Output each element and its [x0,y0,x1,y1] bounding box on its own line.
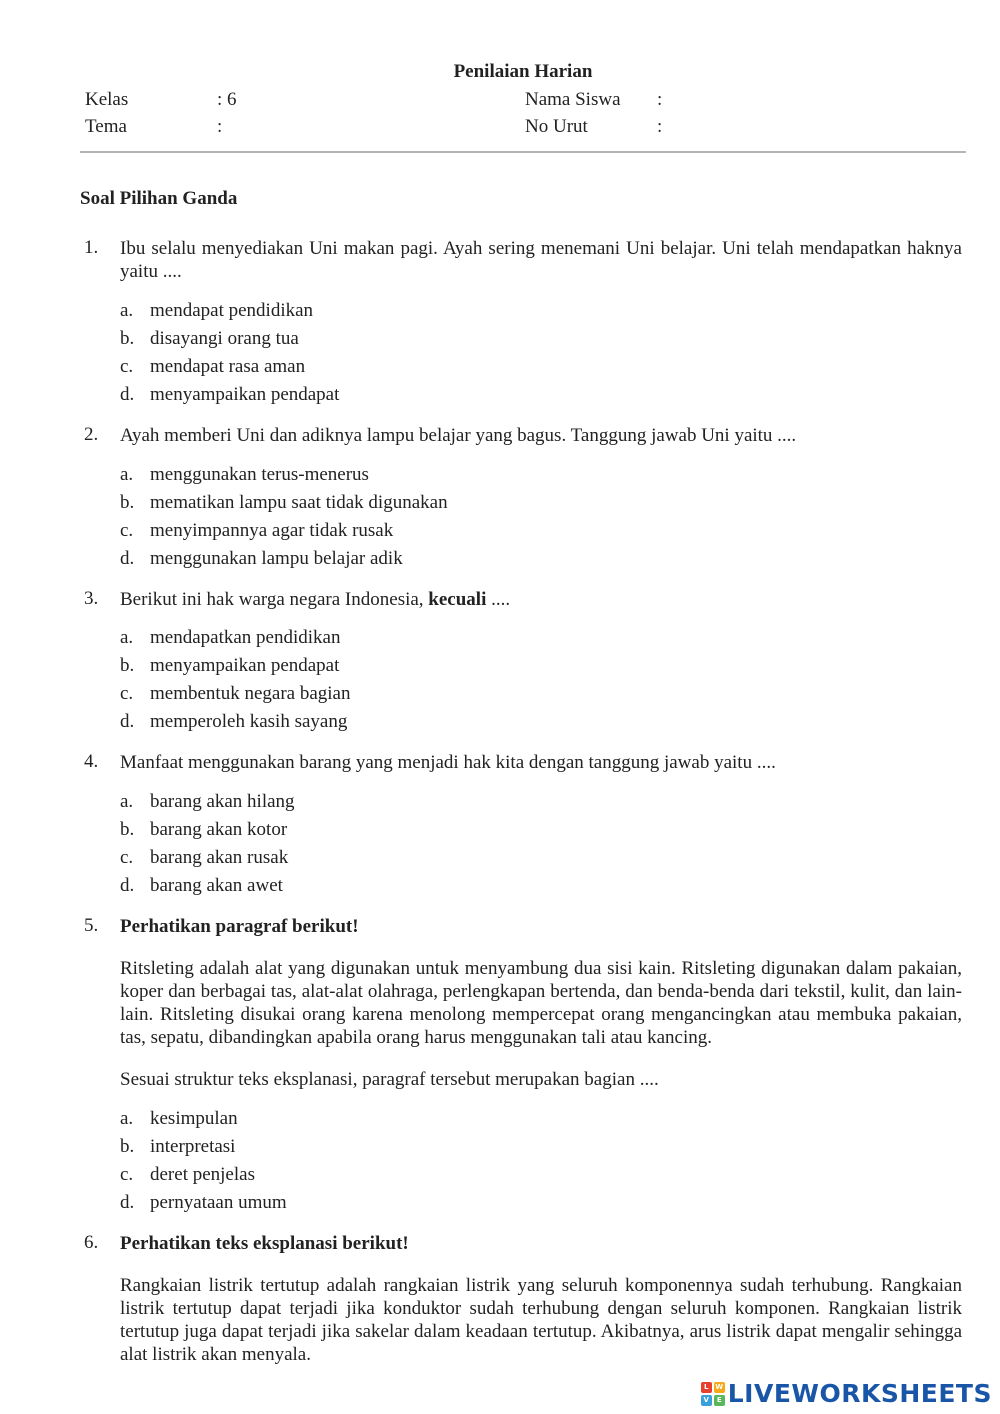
tema-label: Tema [85,116,127,137]
header-divider [80,151,966,153]
option-letter: a. [120,791,134,812]
question-heading: Perhatikan teks eksplanasi berikut! [120,1233,409,1254]
logo-mark-letter: L [701,1382,712,1393]
question-text: Ibu selalu menyediakan Uni makan pagi. Ayah sering menemani Uni belajar. Uni telah mendapatkan haknya yaitu .... [120,238,962,282]
option-letter: d. [120,1192,135,1213]
option-text: barang akan awet [150,875,283,896]
option-letter: b. [120,492,135,513]
option-letter: a. [120,1108,134,1129]
question-paragraph: Ritsleting adalah alat yang digunakan untuk menyambung dua sisi kain. Ritsleting digunakan dalam pakaian, koper dan berbagai tas, alat-alat olahraga, perlengkapan bertenda, dan benda-benda dari tekstil, kulit, dan lain-lain. Ritsleting disukai orang karena menolong mempercepat orang mengancingkan atau membuka pakaian, tas, sepatu, dibandingkan apabila orang harus menggunakan tali atau kancing. [120,958,962,1048]
option-text: barang akan rusak [150,847,289,868]
option-letter: a. [120,300,134,321]
option-letter: b. [120,819,135,840]
option-text: menyampaikan pendapat [150,655,340,676]
option-text: deret penjelas [150,1164,255,1185]
no-urut-label: No Urut [525,116,588,137]
option-letter: a. [120,627,134,648]
question-text-part: Berikut ini hak warga negara Indonesia, [120,589,429,610]
question-number: 6. [84,1232,99,1253]
question-text-part: .... [486,589,511,610]
section-title: Soal Pilihan Ganda [80,188,238,209]
option-letter: c. [120,356,134,377]
option-text: mematikan lampu saat tidak digunakan [150,492,448,513]
liveworksheets-logo-text: LIVEWORKSHEETS [727,1379,992,1408]
option-text: pernyataan umum [150,1192,287,1213]
option-letter: b. [120,328,135,349]
option-text: menyimpannya agar tidak rusak [150,520,394,541]
liveworksheets-logo-icon [701,1382,725,1406]
option-letter: d. [120,384,135,405]
question-number: 1. [84,237,99,258]
option-text: kesimpulan [150,1108,238,1129]
question-number: 4. [84,751,99,772]
option-text: memperoleh kasih sayang [150,711,348,732]
option-letter: d. [120,548,135,569]
page-title: Penilaian Harian [453,61,593,82]
question-number: 2. [84,424,99,445]
kelas-value: : 6 [217,89,237,110]
option-letter: b. [120,655,135,676]
option-letter: c. [120,847,134,868]
option-letter: c. [120,683,134,704]
kelas-label: Kelas [85,89,129,110]
question-paragraph: Rangkaian listrik tertutup adalah rangkaian listrik yang seluruh komponennya sudah terhubung. Rangkaian listrik tertutup dapat terjadi jika konduktor sudah terhubung dengan seluruh komponen. Rangkaian listrik tertutup juga dapat terjadi jika sakelar dalam keadaan tertutup. Akibatnya, arus listrik dapat mengalir sehingga alat listrik akan menyala. [120,1275,962,1365]
option-text: barang akan hilang [150,791,295,812]
option-text: mendapatkan pendidikan [150,627,341,648]
option-letter: d. [120,711,135,732]
question-text [120,588,962,611]
question-emphasis: kecuali [428,589,487,610]
option-letter: b. [120,1136,135,1157]
question-number: 5. [84,915,99,936]
no-urut-value: : [657,116,663,137]
option-text: barang akan kotor [150,819,288,840]
question-text: Manfaat menggunakan barang yang menjadi hak kita dengan tanggung jawab yaitu .... [120,752,776,773]
question-number: 3. [84,588,99,609]
option-letter: d. [120,875,135,896]
option-letter: a. [120,464,134,485]
option-text: menyampaikan pendapat [150,384,340,405]
option-text: mendapat rasa aman [150,356,306,377]
option-text: interpretasi [150,1136,236,1157]
question-text: Ayah memberi Uni dan adiknya lampu belajar yang bagus. Tanggung jawab Uni yaitu .... [120,425,797,446]
logo-mark-letter: V [701,1395,712,1406]
logo-mark-letter: E [714,1395,725,1406]
nama-siswa-label: Nama Siswa [525,89,621,110]
option-text: disayangi orang tua [150,328,299,349]
tema-value: : [217,116,223,137]
question-heading: Perhatikan paragraf berikut! [120,916,359,937]
option-text: menggunakan terus-menerus [150,464,369,485]
option-text: menggunakan lampu belajar adik [150,548,403,569]
option-letter: c. [120,520,134,541]
question-prompt: Sesuai struktur teks eksplanasi, paragraf tersebut merupakan bagian .... [120,1069,659,1090]
nama-siswa-value: : [657,89,663,110]
option-text: mendapat pendidikan [150,300,314,321]
logo-mark-letter: W [715,1382,724,1391]
liveworksheets-watermark [701,1379,992,1408]
option-text: membentuk negara bagian [150,683,351,704]
option-letter: c. [120,1164,134,1185]
